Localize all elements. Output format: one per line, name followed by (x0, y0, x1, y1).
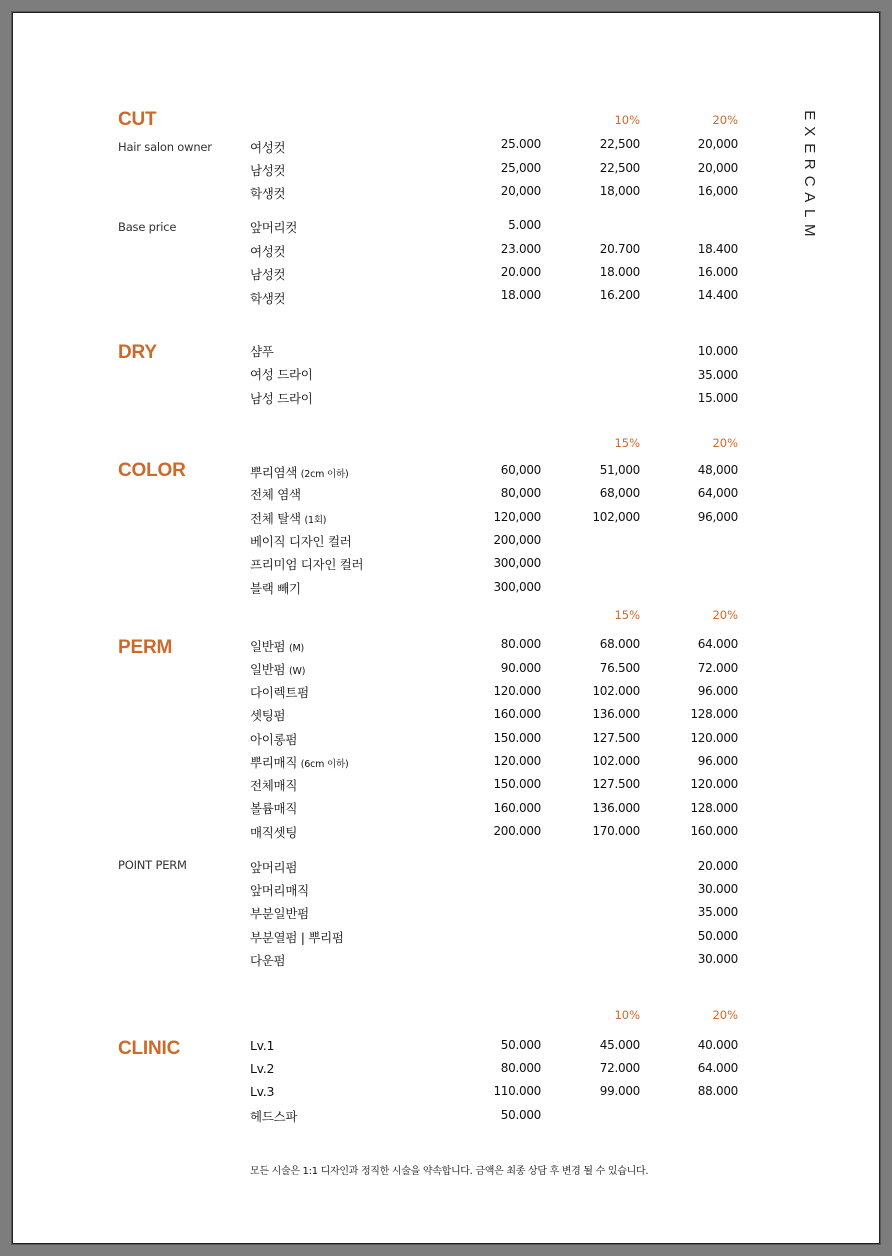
service-name: 다이렉트펌 (250, 685, 309, 700)
service-price-discount2: 72.000 (697, 661, 738, 675)
service-price: 80.000 (500, 1061, 541, 1075)
subgroup-label: Base price (118, 220, 177, 234)
service-price-discount2: 16.000 (697, 265, 738, 279)
service-name: 전체 탈색 (1회) (250, 511, 327, 526)
discount-header: 20% (712, 113, 738, 127)
service-price: 18.000 (500, 288, 541, 302)
service-price: 120.000 (493, 684, 541, 698)
service-name: 뿌리염색 (2cm 이하) (250, 465, 349, 480)
service-price-discount2: 96.000 (697, 684, 738, 698)
service-price-discount1: 22,500 (599, 137, 640, 151)
service-name: 아이롱펌 (250, 732, 298, 747)
service-price: 300,000 (493, 580, 541, 594)
section-title-dry: DRY (118, 342, 157, 363)
discount-header: 15% (614, 608, 640, 622)
service-price-discount2: 160.000 (690, 824, 738, 838)
service-name: 일반펌 (M) (250, 639, 305, 654)
service-price-discount1: 68.000 (599, 637, 640, 651)
service-price-discount1: 51,000 (599, 463, 640, 477)
service-price: 120,000 (493, 510, 541, 524)
brand-letter: E (801, 143, 819, 154)
service-name: 남성컷 (250, 267, 286, 282)
service-price-discount1: 22,500 (599, 161, 640, 175)
service-price: 50.000 (697, 929, 738, 943)
service-name: 전체 염색 (250, 487, 301, 502)
service-price-discount2: 96,000 (697, 510, 738, 524)
service-price: 150.000 (493, 777, 541, 791)
subgroup-label: Hair salon owner (118, 140, 212, 154)
service-price: 300,000 (493, 556, 541, 570)
service-price: 200,000 (493, 533, 541, 547)
discount-header: 20% (712, 436, 738, 450)
service-name: 다운펌 (250, 953, 286, 968)
service-price: 25,000 (500, 161, 541, 175)
service-price-discount2: 64,000 (697, 486, 738, 500)
service-name: 부분열펌 | 뿌리펌 (250, 930, 344, 945)
service-price-discount1: 16.200 (599, 288, 640, 302)
service-name: 남성 드라이 (250, 391, 313, 406)
service-price-discount2: 128.000 (690, 801, 738, 815)
service-price-discount2: 20,000 (697, 137, 738, 151)
service-price: 50.000 (500, 1038, 541, 1052)
service-name: 여성 드라이 (250, 367, 313, 382)
footer-note: 모든 시술은 1:1 디자인과 정직한 시술을 약속합니다. 금액은 최종 상담 후 변경 될 수 있습니다. (250, 1166, 649, 1177)
service-price: 160.000 (493, 801, 541, 815)
service-name: Lv.1 (250, 1038, 275, 1053)
service-name: 프리미엄 디자인 컬러 (250, 557, 364, 572)
service-price-discount2: 14.400 (697, 288, 738, 302)
service-price-discount1: 18.000 (599, 265, 640, 279)
service-name: 샴푸 (250, 344, 274, 359)
service-name: 앞머리매직 (250, 883, 309, 898)
service-name: 블랙 빼기 (250, 581, 301, 596)
service-price: 10.000 (697, 344, 738, 358)
brand-letter: A (801, 192, 819, 203)
service-price: 20,000 (500, 184, 541, 198)
service-price: 35.000 (697, 905, 738, 919)
service-name: 여성컷 (250, 140, 286, 155)
brand-letter: L (801, 209, 819, 218)
service-price-discount2: 64.000 (697, 1061, 738, 1075)
service-name: 여성컷 (250, 244, 286, 259)
price-menu-page (12, 12, 880, 1244)
service-name: 앞머리컷 (250, 220, 298, 235)
service-price-discount2: 16,000 (697, 184, 738, 198)
service-price-discount2: 64.000 (697, 637, 738, 651)
service-name: 베이직 디자인 컬러 (250, 534, 352, 549)
service-name: 헤드스파 (250, 1109, 298, 1124)
service-price: 80,000 (500, 486, 541, 500)
service-price-discount1: 102,000 (592, 510, 640, 524)
service-price: 80.000 (500, 637, 541, 651)
service-name: Lv.3 (250, 1084, 275, 1099)
discount-header: 10% (614, 113, 640, 127)
service-price: 25.000 (500, 137, 541, 151)
service-price-discount1: 127.500 (592, 777, 640, 791)
service-price-discount1: 136.000 (592, 707, 640, 721)
service-name: 셋팅펌 (250, 708, 286, 723)
service-price-discount1: 127.500 (592, 731, 640, 745)
brand-logo (799, 107, 819, 247)
service-price-discount1: 76.500 (599, 661, 640, 675)
service-price-discount2: 120.000 (690, 777, 738, 791)
service-price: 15.000 (697, 391, 738, 405)
service-price: 30.000 (697, 952, 738, 966)
service-price-discount1: 20.700 (599, 242, 640, 256)
service-price: 60,000 (500, 463, 541, 477)
service-price-discount1: 45.000 (599, 1038, 640, 1052)
section-title-perm: PERM (118, 637, 173, 658)
brand-letter: X (801, 126, 819, 137)
section-title-clinic: CLINIC (118, 1038, 181, 1059)
brand-letter: R (801, 159, 819, 170)
service-price-discount1: 72.000 (599, 1061, 640, 1075)
service-price: 20.000 (500, 265, 541, 279)
service-price: 35.000 (697, 368, 738, 382)
service-name: 학생컷 (250, 186, 286, 201)
service-name: 일반펌 (W) (250, 662, 306, 677)
discount-header: 20% (712, 1008, 738, 1022)
discount-header: 20% (712, 608, 738, 622)
service-price-discount1: 136.000 (592, 801, 640, 815)
service-name: 매직셋팅 (250, 825, 298, 840)
brand-letter: M (801, 223, 819, 237)
brand-letter: E (801, 110, 819, 121)
service-price: 50.000 (500, 1108, 541, 1122)
subgroup-label: POINT PERM (118, 858, 187, 872)
section-title-color: COLOR (118, 460, 186, 481)
service-price: 23.000 (500, 242, 541, 256)
service-price: 200.000 (493, 824, 541, 838)
service-price: 110.000 (493, 1084, 541, 1098)
service-name: 부분일반펌 (250, 906, 309, 921)
section-title-cut: CUT (118, 109, 157, 130)
service-price-discount2: 20,000 (697, 161, 738, 175)
service-price: 5.000 (508, 218, 541, 232)
service-price-discount1: 102.000 (592, 754, 640, 768)
service-price: 30.000 (697, 882, 738, 896)
discount-header: 10% (614, 1008, 640, 1022)
service-price-discount2: 120.000 (690, 731, 738, 745)
service-price: 150.000 (493, 731, 541, 745)
service-price: 160.000 (493, 707, 541, 721)
service-price-discount1: 170.000 (592, 824, 640, 838)
service-price-discount1: 68,000 (599, 486, 640, 500)
service-price-discount2: 128.000 (690, 707, 738, 721)
service-price: 90.000 (500, 661, 541, 675)
service-price-discount2: 40.000 (697, 1038, 738, 1052)
service-price-discount1: 102.000 (592, 684, 640, 698)
service-price-discount2: 18.400 (697, 242, 738, 256)
service-name: 학생컷 (250, 291, 286, 306)
service-price-discount2: 96.000 (697, 754, 738, 768)
service-price-discount2: 48,000 (697, 463, 738, 477)
brand-letter: C (801, 175, 819, 187)
service-price-discount2: 88.000 (697, 1084, 738, 1098)
service-name: 볼륨매직 (250, 801, 298, 816)
service-name: 뿌리매직 (6cm 이하) (250, 755, 349, 770)
service-price: 20.000 (697, 859, 738, 873)
service-price: 120.000 (493, 754, 541, 768)
service-name: 남성컷 (250, 163, 286, 178)
service-price-discount1: 18,000 (599, 184, 640, 198)
discount-header: 15% (614, 436, 640, 450)
service-name: 전체매직 (250, 778, 298, 793)
service-name: 앞머리펌 (250, 860, 298, 875)
service-name: Lv.2 (250, 1061, 275, 1076)
service-price-discount1: 99.000 (599, 1084, 640, 1098)
